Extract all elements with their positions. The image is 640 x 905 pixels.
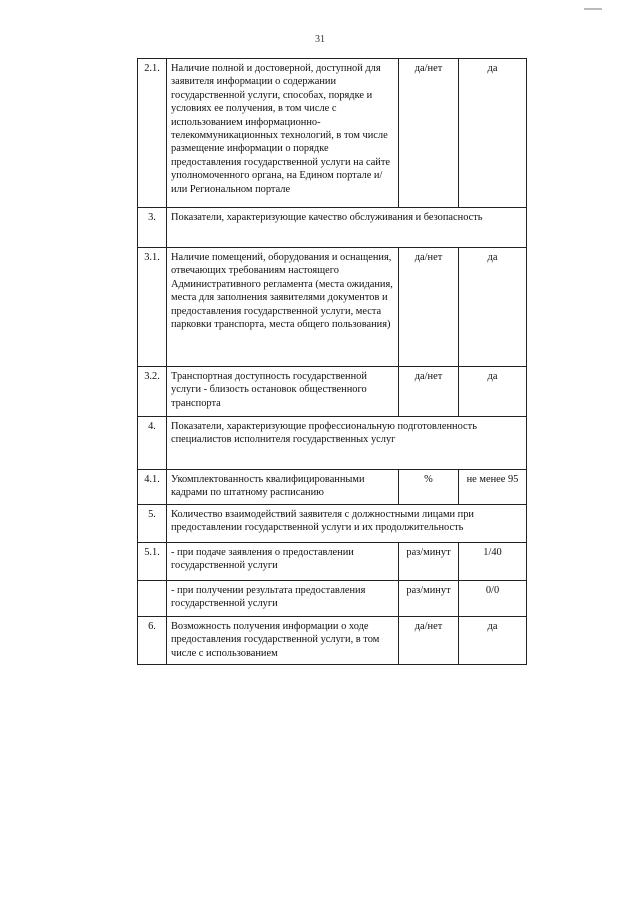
table-row	[138, 59, 527, 208]
section-row	[138, 208, 527, 248]
table-row	[138, 470, 527, 505]
table-row	[138, 248, 527, 367]
row-value: 1/40	[459, 543, 527, 581]
scan-mark	[584, 8, 602, 10]
row-text: Наличие помещений, оборудования и оснащения, отвечающих требованиям настоящего Административного регламента (места ожидания, места для заполнения заявителями документов и предоставления государственной услуги, места парковки транспорта, места общего пользования)	[167, 248, 399, 367]
row-number: 5.1.	[138, 543, 167, 581]
table-row	[138, 617, 527, 665]
row-value: не менее 95	[459, 470, 527, 505]
indicators-table	[137, 58, 527, 665]
row-number: 3.1.	[138, 248, 167, 367]
page-number: 31	[315, 34, 325, 45]
row-value: да	[459, 367, 527, 417]
row-text: Укомплектованность квалифицированными кадрами по штатному расписанию	[167, 470, 399, 505]
row-unit: раз/минут	[399, 543, 459, 581]
section-number: 4.	[138, 417, 167, 470]
row-unit: да/нет	[399, 617, 459, 665]
section-number: 3.	[138, 208, 167, 248]
row-unit: раз/минут	[399, 581, 459, 617]
row-text: Транспортная доступность государственной услуги - близость остановок общественного транспорта	[167, 367, 399, 417]
row-value: да	[459, 59, 527, 208]
section-row	[138, 417, 527, 470]
section-row	[138, 505, 527, 543]
table-row	[138, 367, 527, 417]
section-title: Количество взаимодействий заявителя с должностными лицами при предоставлении государственной услуги и их продолжительность	[167, 505, 527, 543]
row-value: да	[459, 617, 527, 665]
section-title: Показатели, характеризующие качество обслуживания и безопасность	[167, 208, 527, 248]
row-number: 2.1.	[138, 59, 167, 208]
section-title: Показатели, характеризующие профессиональную подготовленность специалистов исполнителя государственных услуг	[167, 417, 527, 470]
row-number: 4.1.	[138, 470, 167, 505]
row-value: 0/0	[459, 581, 527, 617]
row-value: да	[459, 248, 527, 367]
table-row	[138, 543, 527, 581]
row-text: - при подаче заявления о предоставлении государственной услуги	[167, 543, 399, 581]
row-text: Возможность получения информации о ходе предоставления государственной услуги, в том числе с использованием	[167, 617, 399, 665]
row-number: 6.	[138, 617, 167, 665]
table-row	[138, 581, 527, 617]
row-number	[138, 581, 167, 617]
row-text: - при получении результата предоставления государственной услуги	[167, 581, 399, 617]
row-unit: %	[399, 470, 459, 505]
row-text: Наличие полной и достоверной, доступной для заявителя информации о содержании государственной услуги, способах, порядке и условиях ее получения, в том числе с использованием информационно-телекоммуникационных технологий, в том числе размещение информации о порядке предоставления государственной услуги на сайте уполномоченного органа, на Едином портале и/или Региональном портале	[167, 59, 399, 208]
row-number: 3.2.	[138, 367, 167, 417]
row-unit: да/нет	[399, 248, 459, 367]
row-unit: да/нет	[399, 367, 459, 417]
row-unit: да/нет	[399, 59, 459, 208]
section-number: 5.	[138, 505, 167, 543]
